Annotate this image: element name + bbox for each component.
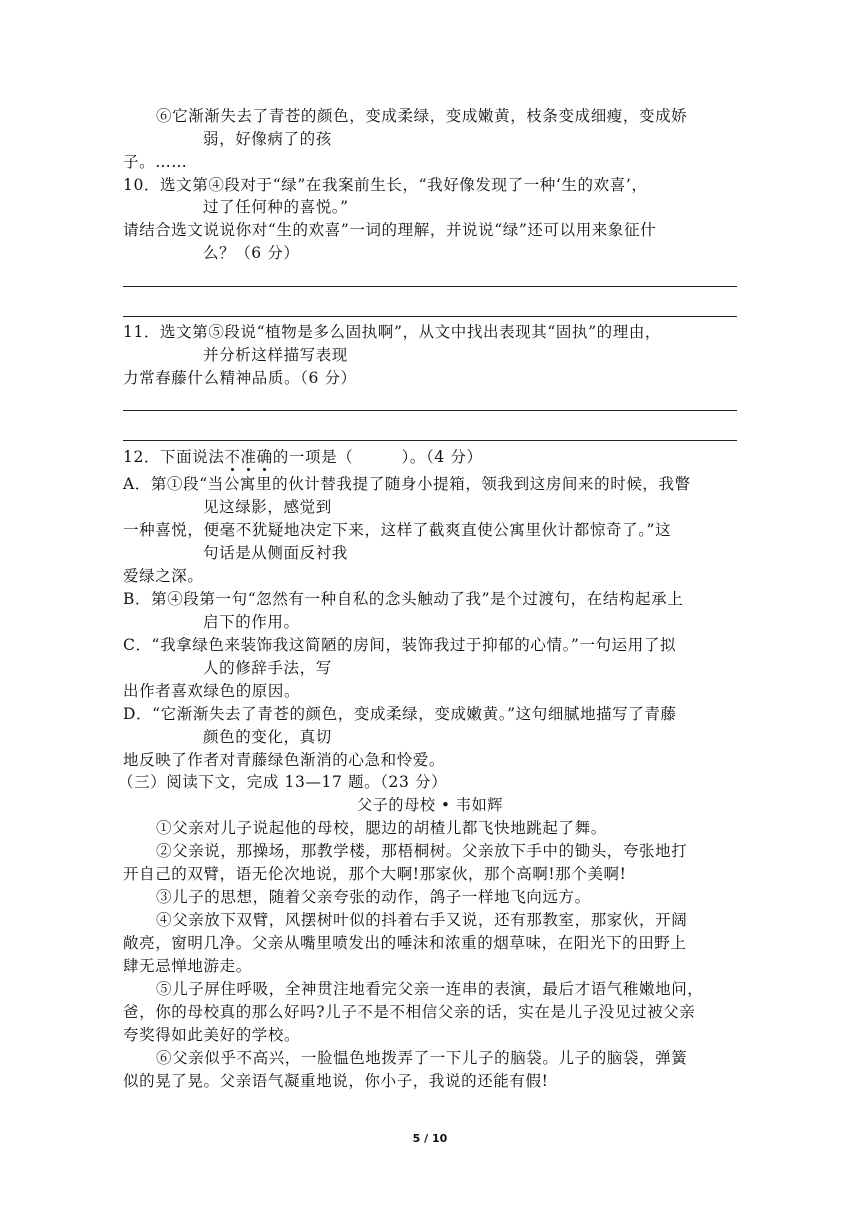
option-d-line-1: D．“它渐渐失去了青苍的颜色，变成柔绿，变成嫩黄。”这句细腻地描写了青藤 — [123, 705, 677, 723]
section-3-heading: （三）阅读下文，完成 13—17 题。（23 分） — [118, 773, 448, 791]
article-paragraph-3: ③儿子的思想，随着父亲夸张的动作，鸽子一样地飞向远方。 — [156, 888, 591, 906]
article-paragraph-5-line-3: 夸奖得如此美好的学校。 — [123, 1026, 301, 1044]
option-d-line-3: 地反映了作者对青藤绿色渐消的心急和怜爱。 — [123, 751, 446, 769]
question-12-stem — [123, 446, 483, 468]
page-number: 5 / 10 — [412, 1132, 448, 1145]
option-b-line-2: 启下的作用。 — [203, 613, 300, 631]
question-12-suffix: 的一项是（ ）。（4 分） — [272, 448, 483, 466]
article-paragraph-4-line-1: ④父亲放下双臂，风摆树叶似的抖着右手又说，还有那教室，那家伙，开阔 — [156, 911, 688, 929]
answer-line-q11-1[interactable] — [123, 410, 737, 411]
question-11-line-2: 并分析这样描写表现 — [203, 346, 348, 364]
question-10-line-2: 过了任何种的喜悦。” — [203, 198, 349, 216]
question-10-line-1: 10．选文第④段对于“绿”在我案前生长，“我好像发现了一种‘生的欢喜’， — [123, 176, 648, 194]
paragraph-6-line-1: ⑥它渐渐失去了青苍的颜色，变成柔绿，变成嫩黄，枝条变成细瘦，变成娇 — [156, 107, 688, 125]
article-paragraph-5-line-1: ⑤儿子屏住呼吸，全神贯注地看完父亲一连串的表演，最后才语气稚嫩地问， — [156, 980, 704, 998]
article-paragraph-4-line-2: 敞亮，窗明几净。父亲从嘴里喷发出的唾沫和浓重的烟草味，在阳光下的田野上 — [123, 934, 687, 952]
question-10-line-3: 请结合选文说说你对“生的欢喜”一词的理解，并说说“绿”还可以用来象征什 — [123, 221, 657, 239]
answer-line-q11-2[interactable] — [123, 440, 737, 441]
question-11-line-1: 11．选文第⑤段说“植物是多么固执啊”，从文中找出表现其“固执”的理由， — [123, 323, 662, 341]
option-a-line-3: 一种喜悦，便毫不犹疑地决定下来，这样了截爽直使公寓里伙计都惊奇了。”这 — [123, 521, 672, 539]
answer-line-q10-1[interactable] — [123, 286, 737, 287]
option-a-line-5: 爱绿之深。 — [123, 567, 204, 585]
option-d-line-2: 颜色的变化，真切 — [203, 728, 332, 746]
article-title: 父子的母校 • 韦如辉 — [357, 796, 503, 814]
question-10-line-4: 么？（6 分） — [203, 244, 300, 262]
article-paragraph-1: ①父亲对儿子说起他的母校，腮边的胡楂儿都飞快地跳起了舞。 — [156, 819, 607, 837]
article-paragraph-2-line-2: 开自己的双臂，语无伦次地说，那个大啊!那家伙，那个高啊!那个美啊! — [123, 865, 627, 883]
option-c-line-2: 人的修辞手法，写 — [203, 659, 332, 677]
option-a-line-4: 句话是从侧面反衬我 — [203, 544, 348, 562]
article-paragraph-6-line-2: 似的晃了晃。父亲语气凝重地说，你小子，我说的还能有假! — [123, 1072, 549, 1090]
paragraph-6-line-2: 弱，好像病了的孩 — [203, 130, 332, 148]
article-paragraph-4-line-3: 肆无忌惮地游走。 — [123, 957, 252, 975]
emphasis-char-1: 不 — [224, 448, 241, 466]
article-paragraph-2-line-1: ②父亲说，那操场，那教学楼，那梧桐树。父亲放下手中的锄头，夸张地打 — [156, 842, 688, 860]
option-a-line-2: 见这绿影，感觉到 — [203, 498, 332, 516]
option-b-line-1: B．第④段第一句“忽然有一种自私的念头触动了我”是个过渡句，在结构起承上 — [123, 590, 684, 608]
emphasis-char-3: 确 — [256, 448, 273, 466]
answer-line-q10-2[interactable] — [123, 316, 737, 317]
option-c-line-3: 出作者喜欢绿色的原因。 — [123, 682, 301, 700]
option-a-line-1: A．第①段“当公寓里的伙计替我提了随身小提箱，领我到这房间来的时候，我瞥 — [123, 475, 691, 493]
question-12-prefix: 12．下面说法 — [123, 448, 225, 466]
option-c-line-1: C．“我拿绿色来装饰我这简陋的房间，装饰我过于抑郁的心情。”一句运用了拟 — [123, 636, 677, 654]
question-11-line-3: 力常春藤什么精神品质。（6 分） — [123, 369, 357, 387]
article-paragraph-5-line-2: 爸，你的母校真的那么好吗?儿子不是不相信父亲的话，实在是儿子没见过被父亲 — [123, 1003, 696, 1021]
paragraph-6-line-3: 子。…… — [123, 153, 188, 171]
article-paragraph-6-line-1: ⑥父亲似乎不高兴，一脸愠色地拨弄了一下儿子的脑袋。儿子的脑袋，弹簧 — [156, 1049, 688, 1067]
emphasis-char-2: 准 — [240, 448, 257, 466]
